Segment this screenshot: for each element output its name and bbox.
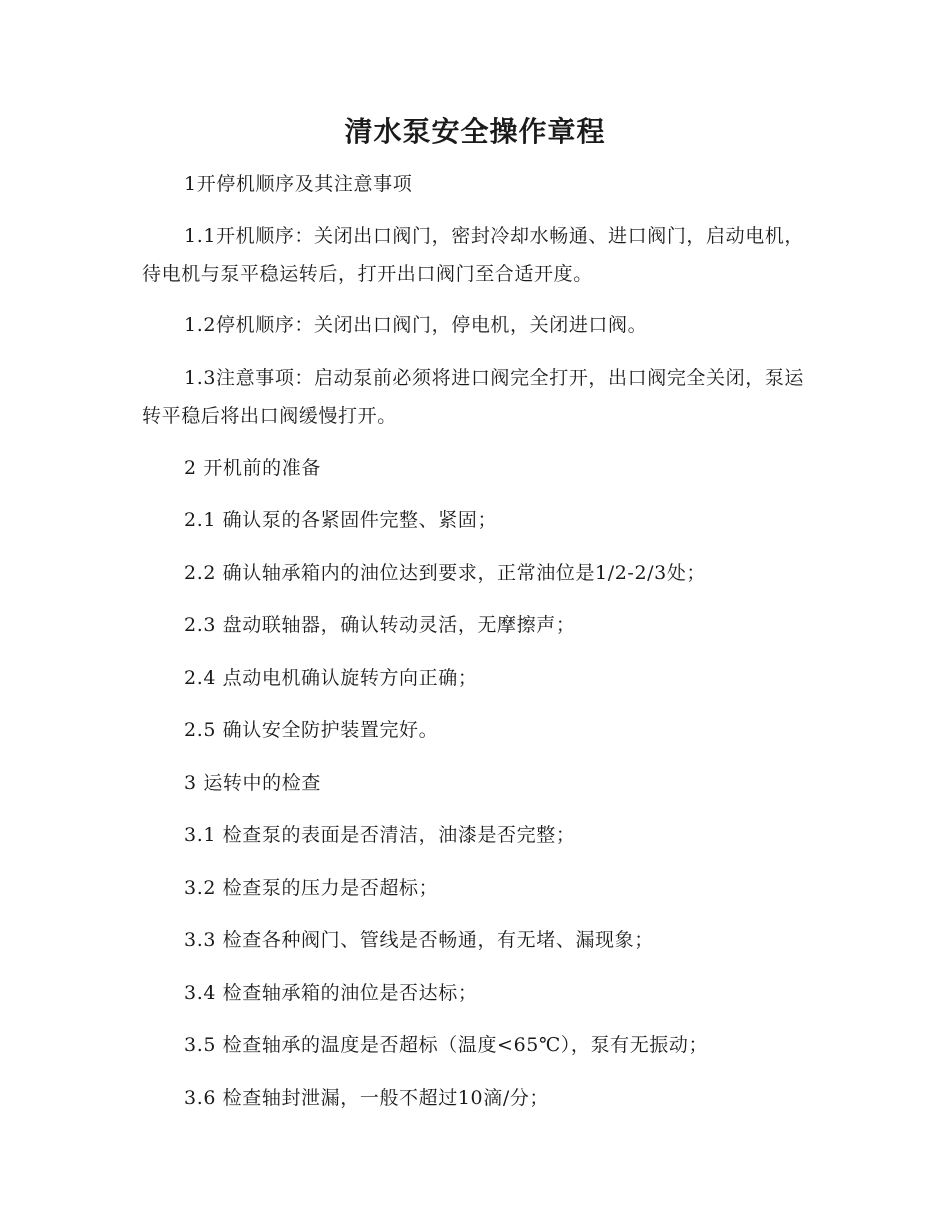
paragraph-2-3: 2.3 盘动联轴器，确认转动灵活，无摩擦声；	[184, 614, 576, 636]
paragraph-1-1: 1.1开机顺序：关闭出口阀门，密封冷却水畅通、进口阀门，启动电机，待电机与泵平稳运转后，打开出口阀门至合适开度。	[142, 225, 805, 285]
section-heading-1: 1开停机顺序及其注意事项	[184, 173, 413, 195]
document-title: 清水泵安全操作章程	[344, 115, 606, 148]
section-heading-2: 2 开机前的准备	[184, 457, 321, 479]
paragraph-2-2: 2.2 确认轴承箱内的油位达到要求，正常油位是1/2-2/3处；	[184, 562, 707, 584]
paragraph-3-2: 3.2 检查泵的压力是否超标；	[184, 877, 439, 899]
paragraph-2-1: 2.1 确认泵的各紧固件完整、紧固；	[184, 509, 498, 531]
paragraph-2-5: 2.5 确认安全防护装置完好。	[184, 719, 439, 741]
paragraph-3-3: 3.3 检查各种阀门、管线是否畅通，有无堵、漏现象；	[184, 929, 654, 951]
paragraph-3-1: 3.1 检查泵的表面是否清洁，油漆是否完整；	[184, 824, 576, 846]
paragraph-3-4: 3.4 检查轴承箱的油位是否达标；	[184, 982, 478, 1004]
paragraph-1-2: 1.2停机顺序：关闭出口阀门，停电机，关闭进口阀。	[184, 314, 648, 336]
paragraph-3-6: 3.6 检查轴封泄漏，一般不超过10滴/分；	[184, 1087, 550, 1109]
paragraph-1-3: 1.3注意事项：启动泵前必须将进口阀完全打开，出口阀完全关闭，泵运转平稳后将出口阀缓慢打开。	[142, 367, 805, 427]
paragraph-2-4: 2.4 点动电机确认旋转方向正确；	[184, 667, 478, 689]
section-heading-3: 3 运转中的检查	[184, 772, 321, 794]
paragraph-3-5: 3.5 检查轴承的温度是否超标（温度<65℃），泵有无振动；	[184, 1034, 709, 1056]
